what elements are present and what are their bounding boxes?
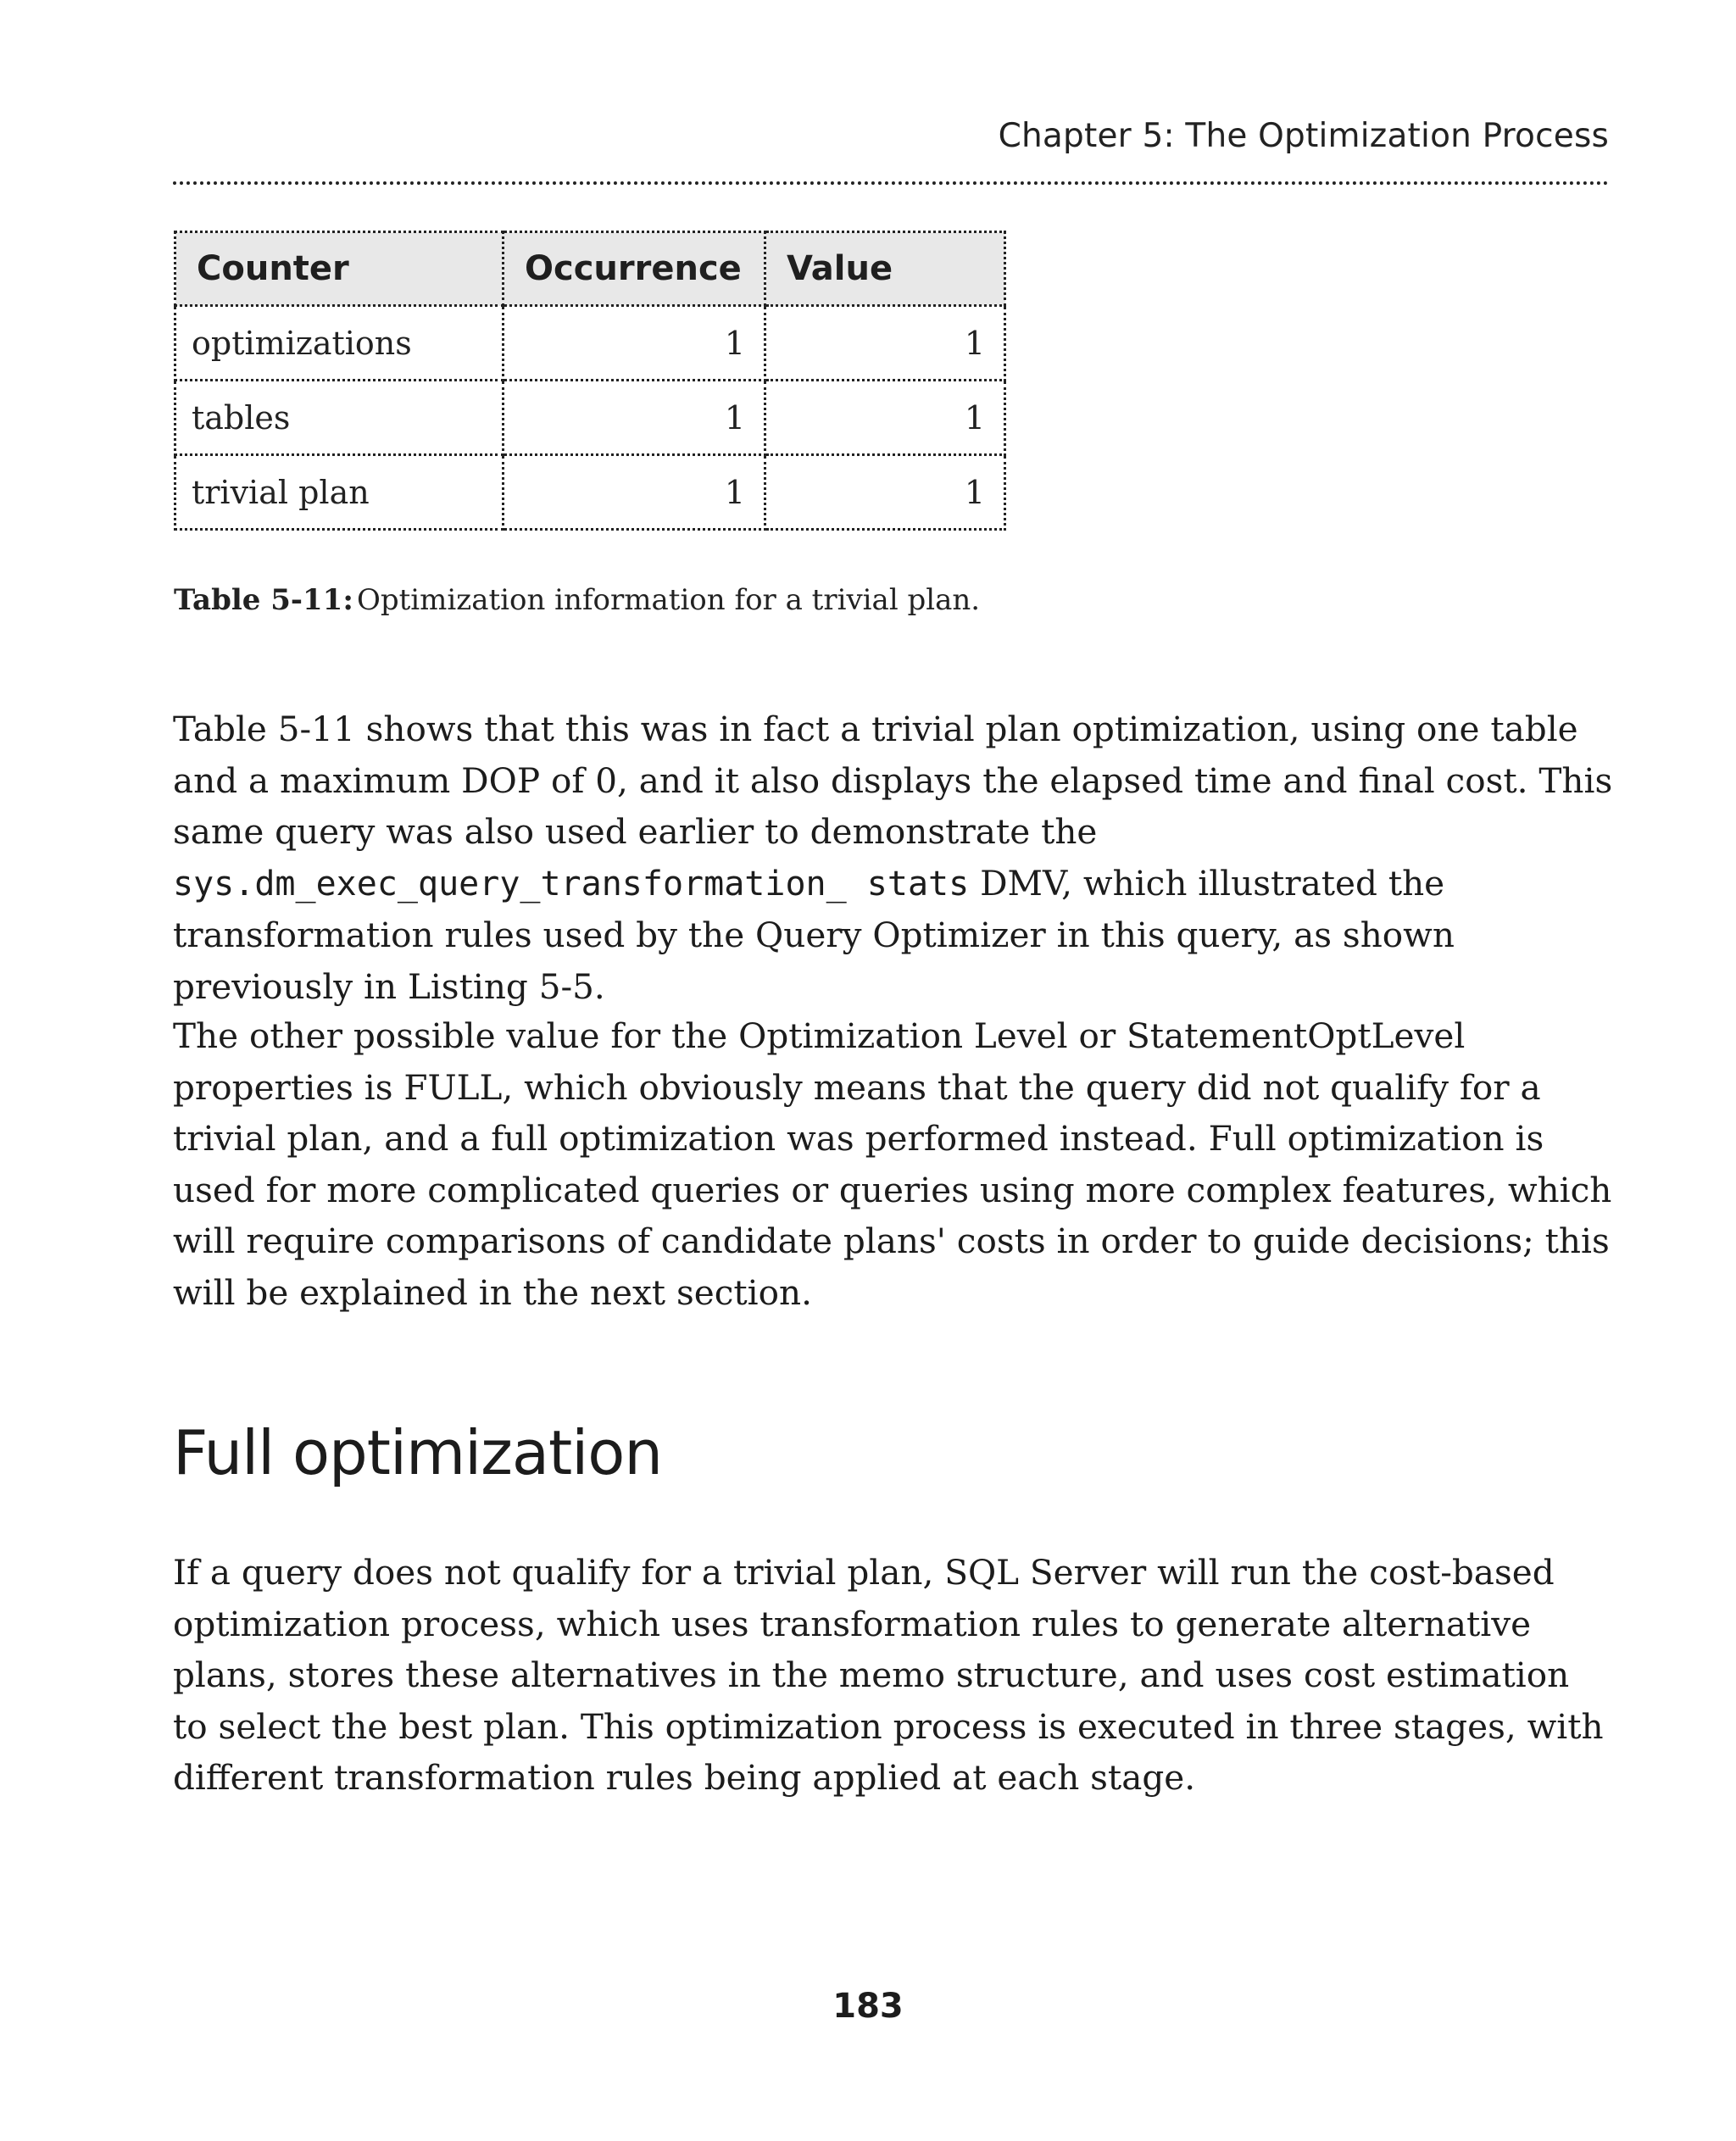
- running-header: [173, 117, 1609, 185]
- paragraph-text: DMV, which illustrated the transformation rules used by the Query Optimizer in this query, as shown previously in Listing 5-5.: [173, 862, 1455, 1007]
- column-header-counter: Counter: [175, 232, 504, 306]
- cell-counter: trivial plan: [175, 455, 504, 530]
- table-header-row: [175, 232, 1005, 306]
- cell-value: 1: [765, 455, 1005, 530]
- column-header-occurrence: Occurrence: [504, 232, 765, 306]
- paragraph-text: Table 5-11 shows that this was in fact a trivial plan optimization, using one table and a maximum DOP of 0, and it also displays the elapsed time and final cost. This same query was also used earlier to demonstrate the: [173, 709, 1613, 852]
- section-heading: Full optimization: [173, 1417, 662, 1488]
- cell-counter: tables: [175, 381, 504, 455]
- cell-counter: optimizations: [175, 306, 504, 381]
- paragraph-full-optimization: If a query does not qualify for a trivial plan, SQL Server will run the cost-based optimization process, which uses transformation rules to generate alternative plans, stores these alternatives in the memo structure, and uses cost estimation to select the best plan. This optimization process is executed in three stages, with different transformation rules being applied at each stage.: [173, 1552, 1604, 1798]
- running-header-title: Chapter 5: The Optimization Process: [998, 117, 1609, 155]
- cell-value: 1: [765, 381, 1005, 455]
- paragraph-table-explanation: [173, 703, 1614, 1012]
- column-header-value: Value: [765, 232, 1005, 306]
- cell-occurrence: 1: [504, 455, 765, 530]
- table-caption-text: Optimization information for a trivial plan.: [357, 583, 981, 617]
- cell-occurrence: 1: [504, 306, 765, 381]
- paragraph-full-level: The other possible value for the Optimization Level or StatementOptLevel properties is FULL, which obviously means that the query did not qualify for a trivial plan, and a full optimization was performed instead. Full optimization is used for more complicated queries or queries using more complex features, which will require comparisons of candidate plans' costs in order to guide decisions; this will be explained in the next section.: [173, 1015, 1612, 1313]
- table-caption-label: Table 5-11:: [174, 583, 353, 617]
- dmv-name-code: sys.dm_exec_query_transformation_ stats: [173, 864, 970, 904]
- table-caption: [174, 583, 980, 617]
- table-row: [175, 381, 1005, 455]
- page-number: 183: [832, 1987, 904, 2026]
- cell-value: 1: [765, 306, 1005, 381]
- table-row: [175, 306, 1005, 381]
- optimization-counters-table: [174, 231, 1006, 531]
- table-row: [175, 455, 1005, 530]
- cell-occurrence: 1: [504, 381, 765, 455]
